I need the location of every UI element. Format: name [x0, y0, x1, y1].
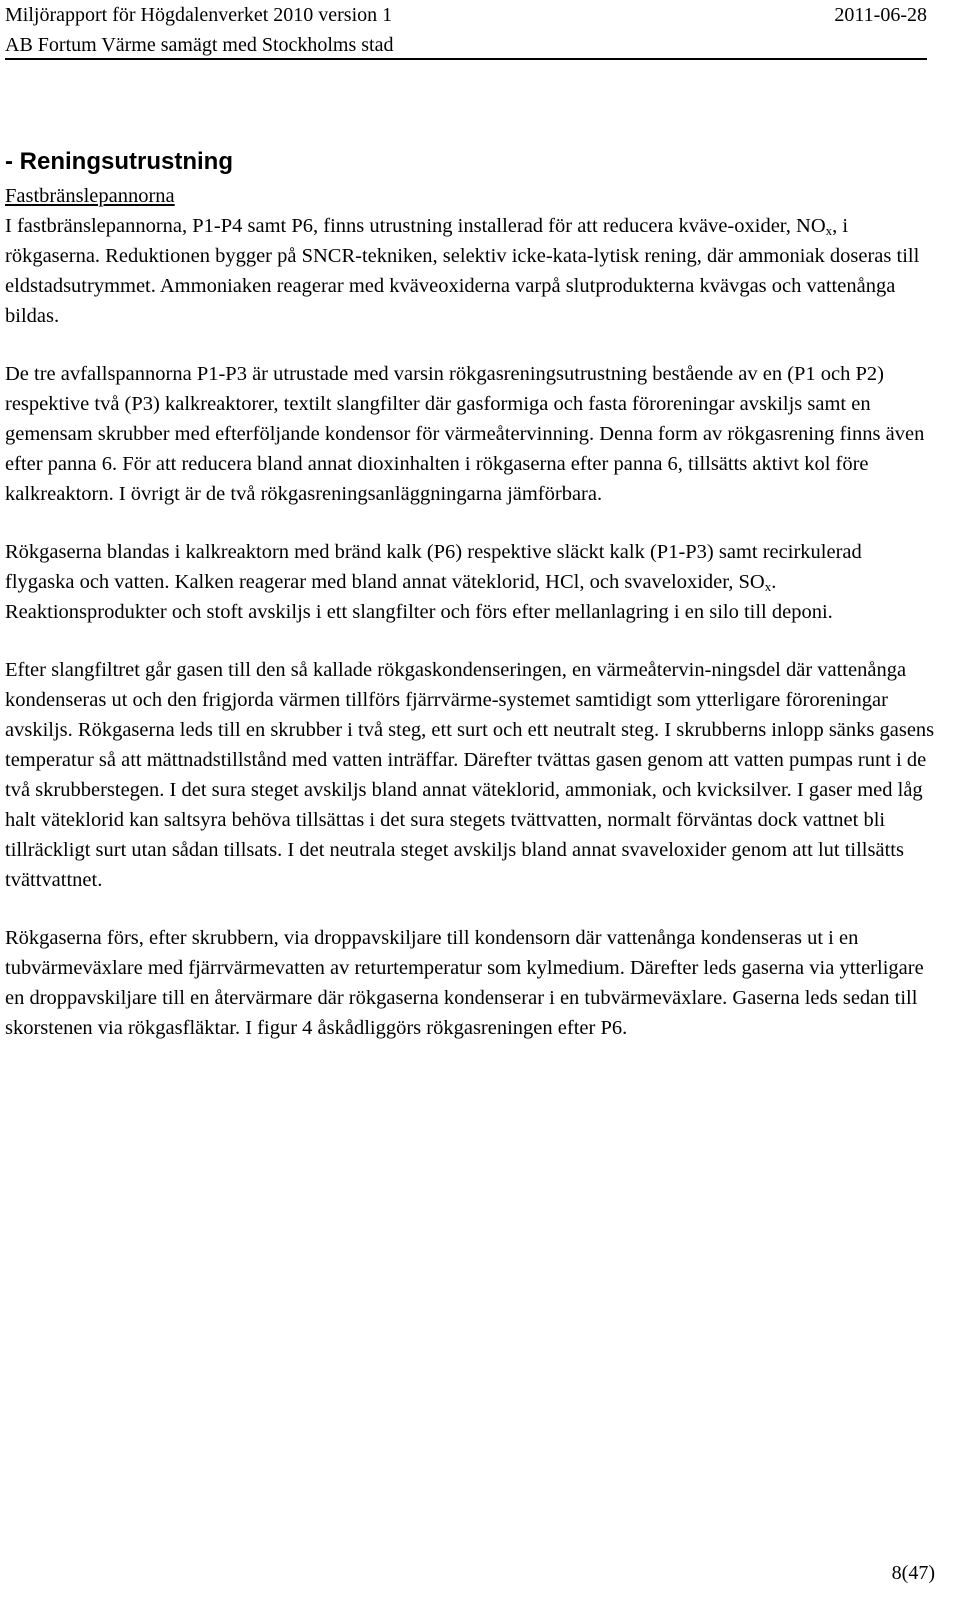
paragraph-3-subscript: x [764, 579, 772, 594]
paragraph-3-text-b: . Reaktionsprodukter och stoft avskiljs i ett slangfilter och förs efter mellanlagring i en silo till deponi. [5, 571, 833, 623]
paragraph-3-text-a: Rökgaserna blandas i kalkreaktorn med bränd kalk (P6) respektive släckt kalk (P1-P3) samt recirkulerad flygaska och vatten. Kalken reagerar med bland annat väteklorid, HCl, och svaveloxider, SO [5, 541, 862, 593]
paragraph-1-text-a: I fastbränslepannorna, P1-P4 samt P6, finns utrustning installerad för att reducera kväve-oxider, NO [5, 215, 826, 237]
page-header [5, 0, 927, 60]
paragraph-4: Efter slangfiltret går gasen till den så kallade rökgaskondenseringen, en värmeåtervin-ningsdel där vattenånga kondenseras ut och den frigjorda värmen tillförs fjärrvärme-systemet samtidigt som ytterligare föroreningar avskiljs. Rökgaserna leds till en skrubber i två steg, ett surt och ett neutralt steg. I skrubberns inlopp sänks gasens temperatur så att mättnadstillstånd med vatten inträffar. Därefter tvättas gasen genom att vatten pumpas runt i de två skrubberstegen. I det sura steget avskiljs bland annat väteklorid, ammoniak, och kvicksilver. I gaser med låg halt väteklorid kan saltsyra behöva tillsättas i det sura stegets tvättvatten, normalt förväntas dock vattnet bli tillräckligt surt utan sådan tillsats. I det neutrala steget avskiljs bland annat svaveloxider genom att lut tillsätts tvättvattnet. [5, 659, 935, 891]
header-divider [5, 58, 927, 60]
paragraph-5: Rökgaserna förs, efter skrubbern, via droppavskiljare till kondensorn där vattenånga kondenseras ut i en tubvärmeväxlare med fjärrvärmevatten av returtemperatur som kylmedium. Därefter leds gaserna via ytterligare en droppavskiljare till en återvärmare där rökgaserna kondenserar i en tubvärmeväxlare. Gaserna leds sedan till skorstenen via rökgasfläktar. I figur 4 åskådliggörs rökgasreningen efter P6. [5, 927, 924, 1039]
paragraph-1 [5, 211, 935, 331]
document-body [5, 143, 935, 1043]
paragraph-1-subscript: x [825, 223, 833, 238]
header-top-row [5, 0, 927, 30]
paragraph-3 [5, 537, 935, 627]
section-heading: - Reningsutrustning [5, 148, 233, 175]
paragraph-2: De tre avfallspannorna P1-P3 är utrustade med varsin rökgasreningsutrustning bestående av en (P1 och P2) respektive två (P3) kalkreaktorer, textilt slangfilter där gasformiga och fasta föroreningar avskiljs samt en gemensam skrubber med efterföljande kondensor för värmeåtervinning. Denna form av rökgasrening finns även efter panna 6. För att reducera bland annat dioxinhalten i rökgaserna efter panna 6, tillsätts aktivt kol före kalkreaktorn. I övrigt är de två rökgasreningsanläggningarna jämförbara. [5, 363, 925, 505]
document-date: 2011-06-28 [834, 4, 927, 26]
page-number: 8(47) [891, 1562, 935, 1584]
company-line: AB Fortum Värme samägt med Stockholms stad [5, 34, 394, 56]
paragraph-1-text-b: , i rökgaserna. Reduktionen bygger på SNCR-tekniken, selektiv icke-kata-lytisk rening, där ammoniak doseras till eldstadsutrymmet. Ammoniaken reagerar med kväveoxiderna varpå slutprodukterna kvävgas och vattenånga bildas. [5, 215, 920, 327]
document-title: Miljörapport för Högdalenverket 2010 version 1 [5, 4, 393, 26]
subsection-heading: Fastbränslepannorna [5, 185, 175, 207]
